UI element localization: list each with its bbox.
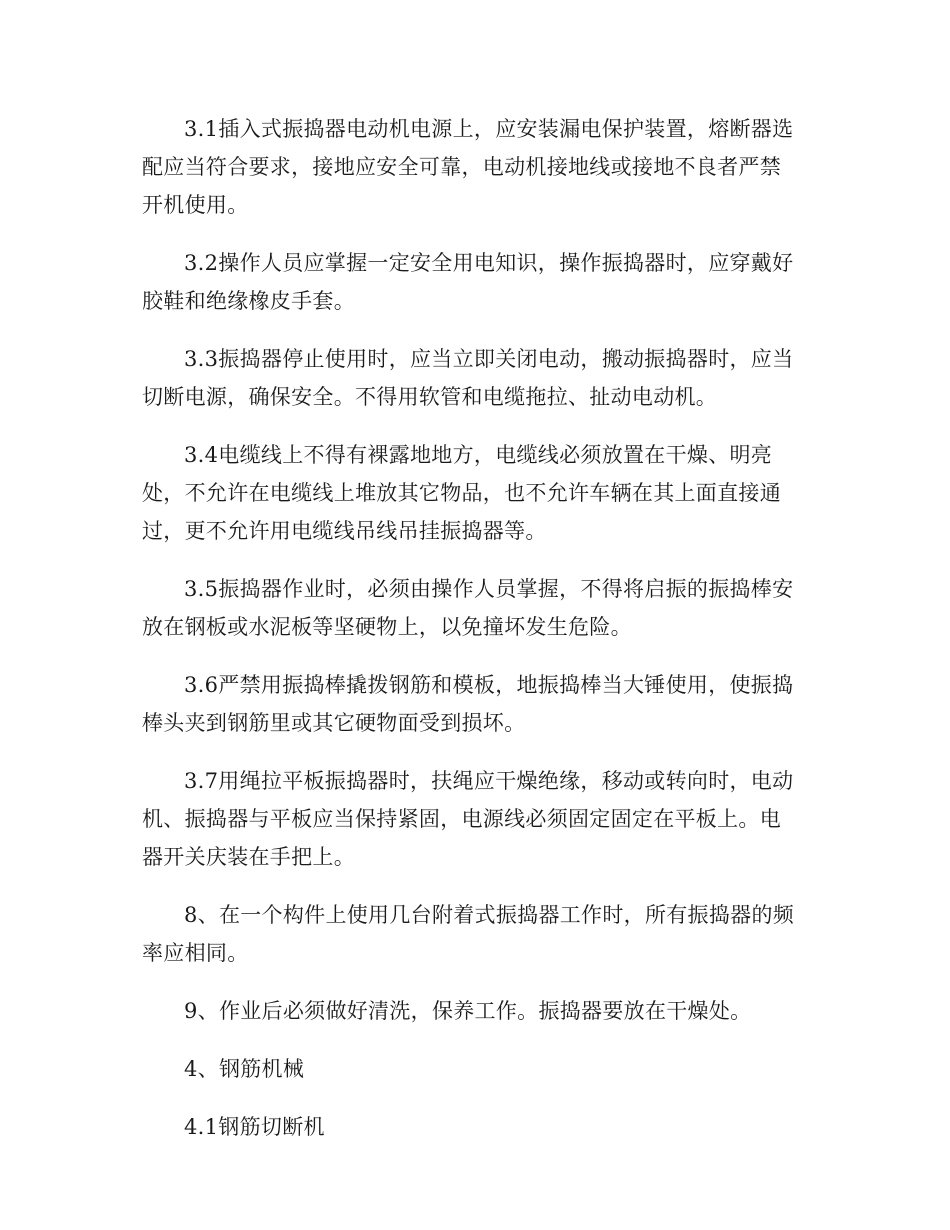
section-heading-4 — [142, 1050, 810, 1088]
paragraph-line: 机、振捣器与平板应当保持紧固，电源线必须固定固定在平板上。电 — [142, 807, 781, 831]
paragraph-line: 配应当符合要求，接地应安全可靠，电动机接地线或接地不良者严禁 — [142, 155, 781, 179]
subsection-heading-4-1 — [142, 1108, 810, 1146]
paragraph-3-1 — [142, 110, 810, 224]
paragraph-line: 8、在一个构件上使用几台附着式振捣器工作时，所有振捣器的频 — [184, 903, 795, 927]
paragraph-line: 开机使用。 — [142, 193, 249, 217]
paragraph-line: 3.4电缆线上不得有裸露地地方，电缆线必须放置在干燥、明亮 — [184, 443, 773, 467]
paragraph-line: 9、作业后必须做好清洗，保养工作。振捣器要放在干燥处。 — [184, 999, 752, 1023]
paragraph-line: 棒头夹到钢筋里或其它硬物面受到损坏。 — [142, 711, 526, 735]
paragraph-line: 处，不允许在电缆线上堆放其它物品，也不允许车辆在其上面直接通 — [142, 481, 781, 505]
paragraph-line: 3.1插入式振捣器电动机电源上，应安装漏电保护装置，熔断器选 — [184, 117, 794, 141]
paragraph-line: 胶鞋和绝缘橡皮手套。 — [142, 289, 355, 313]
paragraph-3-5 — [142, 570, 810, 646]
paragraph-line: 切断电源，确保安全。不得用软管和电缆拖拉、扯动电动机。 — [142, 385, 718, 409]
paragraph-line: 3.6严禁用振捣棒撬拨钢筋和模板，地振捣棒当大锤使用，使振捣 — [184, 673, 794, 697]
paragraph-line: 3.7用绳拉平板振捣器时，扶绳应干燥绝缘，移动或转向时，电动 — [184, 769, 794, 793]
paragraph-line: 器开关庆装在手把上。 — [142, 845, 355, 869]
paragraph-3-7 — [142, 762, 810, 876]
paragraph-3-2 — [142, 244, 810, 320]
paragraph-line: 过，更不允许用电缆线吊线吊挂振捣器等。 — [142, 519, 547, 543]
paragraph-line: 放在钢板或水泥板等坚硬物上，以免撞坏发生危险。 — [142, 615, 632, 639]
paragraph-3-4 — [142, 436, 810, 550]
heading-line: 4、钢筋机械 — [184, 1057, 305, 1081]
paragraph-line: 3.2操作人员应掌握一定安全用电知识，操作振捣器时，应穿戴好 — [184, 251, 794, 275]
paragraph-line: 率应相同。 — [142, 941, 249, 965]
heading-line: 4.1钢筋切断机 — [184, 1115, 325, 1139]
paragraph-line: 3.3振捣器停止使用时，应当立即关闭电动，搬动振捣器时，应当 — [184, 347, 794, 371]
paragraph-9 — [142, 992, 810, 1030]
paragraph-3-3 — [142, 340, 810, 416]
paragraph-8 — [142, 896, 810, 972]
paragraph-3-6 — [142, 666, 810, 742]
paragraph-line: 3.5振捣器作业时，必须由操作人员掌握，不得将启振的振捣棒安 — [184, 577, 794, 601]
document-body — [142, 110, 810, 1166]
